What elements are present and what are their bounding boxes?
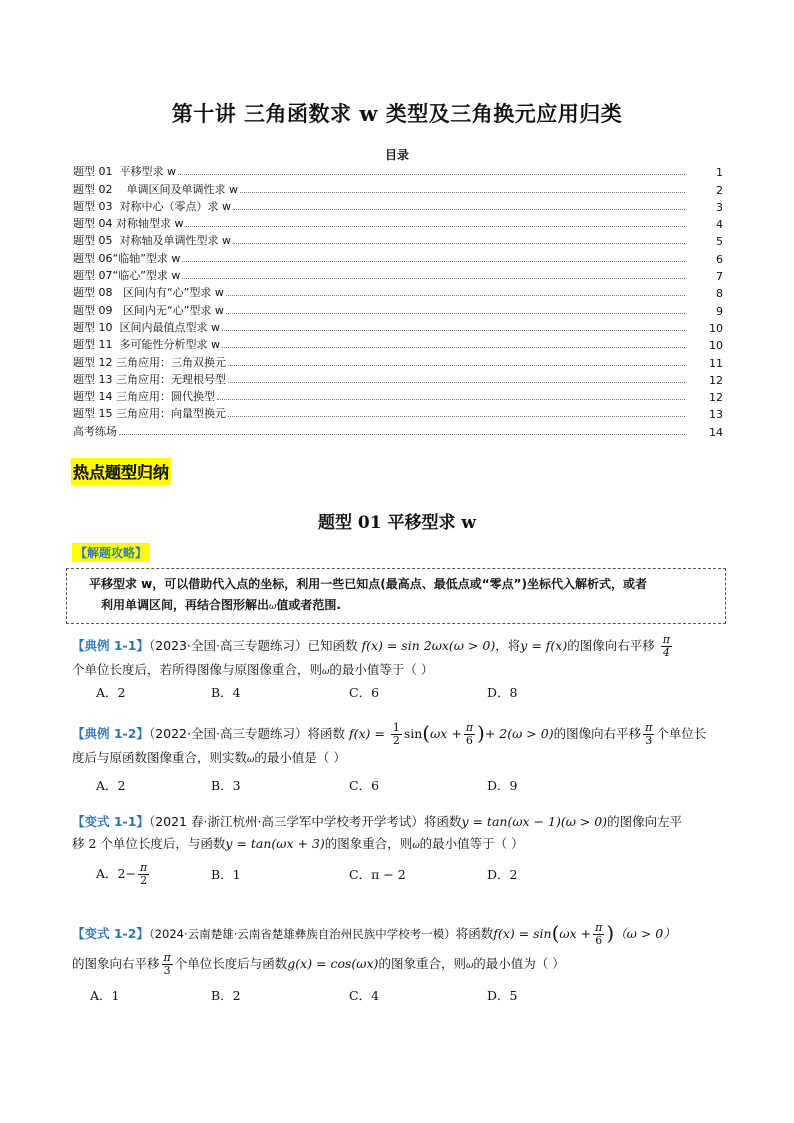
toc-leader-dots: [233, 242, 685, 244]
toc-leader-dots: [233, 208, 685, 210]
fraction: $\frac{\pi}{6}$: [595, 921, 603, 947]
formula: f(x) = sin 2ωx(ω > 0): [361, 638, 496, 653]
toc-item-page: 12: [709, 373, 723, 387]
toc-item[interactable]: [73, 352, 723, 369]
toc-item-page: 14: [709, 425, 723, 439]
example-1-2-options: [96, 776, 596, 796]
example-1-1-options: [96, 683, 596, 703]
toc-item-label: 题型 05 对称轴及单调性型求 w: [73, 234, 231, 248]
toc-item[interactable]: [73, 370, 723, 387]
toc-item-label: 题型 11 多可能性分析型求 w: [73, 338, 220, 352]
example-source: （2024·云南楚雄·云南省楚雄彝族自治州民族中学校考一模）: [148, 927, 456, 941]
option-d[interactable]: D．2: [487, 867, 518, 882]
toc-item-label: 题型 06“临轴”型求 w: [73, 251, 181, 265]
example-1-1-line-2: 个单位长度后，若所得图像与原图像重合，则ω的最小值等于（ ）: [72, 662, 434, 677]
fraction: $\frac{\pi}{3}$: [163, 951, 171, 977]
option-c[interactable]: C．4: [349, 988, 380, 1003]
toc-item[interactable]: [73, 162, 723, 179]
toc-item-page: 11: [709, 356, 723, 370]
strategy-line-2: 利用单调区间，再结合图形解出ω值或者范围.: [101, 598, 341, 612]
option-c[interactable]: C．6: [349, 685, 380, 700]
fraction: $\frac{\pi}{3}$: [645, 721, 653, 747]
toc-heading: 目录: [384, 148, 409, 162]
toc-leader-dots: [217, 398, 685, 400]
toc-leader-dots: [222, 329, 685, 331]
fraction: $\frac{\pi}{2}$: [139, 861, 148, 887]
option-a[interactable]: A．2− $\frac{\pi}{2}$: [96, 861, 148, 887]
toc-item[interactable]: [73, 300, 723, 317]
toc-item-label: 题型 08 区间内有“心”型求 w: [73, 286, 224, 300]
toc-leader-dots: [222, 346, 685, 348]
option-b[interactable]: B．2: [211, 988, 241, 1003]
strategy-tag: 【解题攻略】: [72, 543, 150, 562]
toc-item[interactable]: [73, 179, 723, 196]
option-b[interactable]: B．1: [211, 867, 241, 882]
example-tag: 【变式 1-2】: [72, 926, 149, 941]
toc-item[interactable]: [73, 318, 723, 335]
toc-item-page: 13: [709, 408, 723, 422]
toc-leader-dots: [182, 277, 685, 279]
toc-item-page: 10: [709, 339, 723, 353]
toc-item-page: 10: [709, 321, 723, 335]
strategy-box: [66, 568, 726, 624]
example-tag: 【典例 1-2】: [72, 726, 149, 741]
section-title: 题型 01 平移型求 w: [317, 513, 477, 533]
toc-item[interactable]: [73, 283, 723, 300]
toc-item-label: 题型 12 三角应用：三角双换元: [73, 355, 226, 369]
toc-item[interactable]: [73, 387, 723, 404]
toc-item-page: 6: [716, 252, 723, 266]
option-a[interactable]: A．2: [96, 685, 126, 700]
toc-item-label: 题型 13 三角应用：无理根号型: [73, 372, 226, 386]
example-source: （2023·全国·高三专题练习）: [148, 638, 308, 653]
option-d[interactable]: D．8: [487, 685, 518, 700]
example-1-2: [72, 722, 732, 771]
toc-item[interactable]: [73, 248, 723, 265]
toc-leader-dots: [240, 191, 685, 193]
example-1-1-line-1: 【典例 1-1】（2023·全国·高三专题练习）已知函数 f(x) = sin 2ωx(ω > 0)，将y = f(x)的图像向右平移 $\frac{\pi}{4}$: [72, 633, 670, 659]
table-of-contents: [73, 162, 723, 439]
example-tag: 【典例 1-1】: [72, 638, 149, 653]
toc-item[interactable]: [73, 404, 723, 421]
variant-1-2-options: [90, 986, 596, 1006]
toc-item[interactable]: [73, 231, 723, 248]
variant-1-2-line-1: 【变式 1-2】（2024·云南楚雄·云南省楚雄彝族自治州民族中学校考一模）将函数f(x) = sin(ωx + $\frac{\pi}{6}$ )（ω > 0）: [72, 921, 676, 947]
toc-item-page: 8: [716, 287, 723, 301]
fraction: $\frac{1}{2}$: [392, 721, 400, 747]
example-source: （2022·全国·高三专题练习）: [148, 726, 308, 741]
toc-leader-dots: [119, 433, 685, 435]
toc-item-label: 题型 03 对称中心（零点）求 w: [73, 199, 231, 213]
option-a[interactable]: A．1: [90, 988, 120, 1003]
toc-leader-dots: [182, 260, 685, 262]
toc-item-page: 1: [716, 166, 723, 180]
hot-topics-tag: 热点题型归纳: [71, 458, 171, 485]
toc-item-page: 12: [709, 391, 723, 405]
toc-item-label: 题型 02 单调区间及单调性求 w: [73, 182, 238, 196]
toc-item-label: 题型 15 三角应用：向量型换元: [73, 407, 226, 421]
variant-1-1: [72, 811, 732, 857]
toc-leader-dots: [178, 173, 685, 175]
option-a[interactable]: A．2: [96, 778, 126, 793]
toc-item-page: 7: [716, 270, 723, 284]
toc-leader-dots: [228, 415, 685, 417]
toc-item-label: 题型 09 区间内无“心”型求 w: [73, 303, 224, 317]
variant-1-1-line-1: 【变式 1-1】（2021 春·浙江杭州·高三学军中学校考开学考试）将函数y = tan(ωx − 1)(ω > 0)的图像向左平: [72, 814, 683, 829]
toc-item-page: 3: [716, 200, 723, 214]
example-1-2-line-2: 度后与原函数图像重合，则实数ω的最小值是（ ）: [72, 750, 346, 765]
toc-leader-dots: [226, 294, 685, 296]
option-b[interactable]: B．3: [211, 778, 241, 793]
fraction: $\frac{\pi}{4}$: [662, 633, 670, 659]
toc-item[interactable]: [73, 335, 723, 352]
variant-1-2-line-2: 的图象向右平移 $\frac{\pi}{3}$ 个单位长度后与函数g(x) = cos(ωx)的图象重合，则ω的最小值为（ ）: [72, 951, 565, 977]
variant-1-2: [72, 918, 732, 981]
document-title: 第十讲 三角函数求 w 类型及三角换元应用归类: [171, 101, 623, 126]
option-b[interactable]: B．4: [211, 685, 241, 700]
toc-item-label: 题型 04 对称轴型求 w: [73, 217, 184, 231]
option-c[interactable]: C．π − 2: [349, 867, 406, 882]
example-1-2-line-1: 【典例 1-2】（2022·全国·高三专题练习）将函数 f(x) = $\frac{1}{2}$ sin(ωx + $\frac{\pi}{6}$ )+ 2(ω > 0)的图像向右平移 $\frac{\pi}{3}$ 个单位长: [72, 721, 707, 747]
strategy-line-1: 平移型求 w，可以借助代入点的坐标，利用一些已知点(最高点、最低点或“零点”)坐标代入解析式，或者: [89, 577, 648, 591]
toc-item-page: 2: [716, 183, 723, 197]
toc-item-label: 题型 10 区间内最值点型求 w: [73, 320, 220, 334]
option-c[interactable]: C．6: [349, 778, 380, 793]
option-d[interactable]: D．9: [487, 778, 518, 793]
variant-1-1-line-2: 移 2 个单位长度后，与函数y = tan(ωx + 3)的图象重合，则ω的最小值等于（ ）: [72, 836, 524, 851]
toc-item[interactable]: [73, 266, 723, 283]
toc-item-page: 4: [716, 218, 723, 232]
toc-item-label: 题型 14 三角应用：圆代换型: [73, 390, 215, 404]
toc-leader-dots: [228, 364, 685, 366]
toc-item-label: 题型 07“临心”型求 w: [73, 269, 181, 283]
example-1-1: [72, 634, 732, 683]
toc-item-page: 9: [716, 304, 723, 318]
toc-leader-dots: [228, 381, 685, 383]
toc-leader-dots: [185, 225, 685, 227]
toc-item-page: 5: [716, 235, 723, 249]
example-tag: 【变式 1-1】: [72, 814, 149, 829]
toc-item-label: 题型 01 平移型求 w: [73, 165, 176, 179]
toc-item-label: 高考练场: [73, 424, 117, 438]
toc-item[interactable]: [73, 197, 723, 214]
option-d[interactable]: D．5: [487, 988, 518, 1003]
variant-1-1-options: [96, 862, 596, 890]
toc-leader-dots: [226, 312, 685, 314]
example-source: （2021 春·浙江杭州·高三学军中学校考开学考试）: [148, 814, 424, 829]
toc-item[interactable]: [73, 421, 723, 438]
fraction: $\frac{\pi}{6}$: [465, 721, 474, 747]
toc-item[interactable]: [73, 214, 723, 231]
